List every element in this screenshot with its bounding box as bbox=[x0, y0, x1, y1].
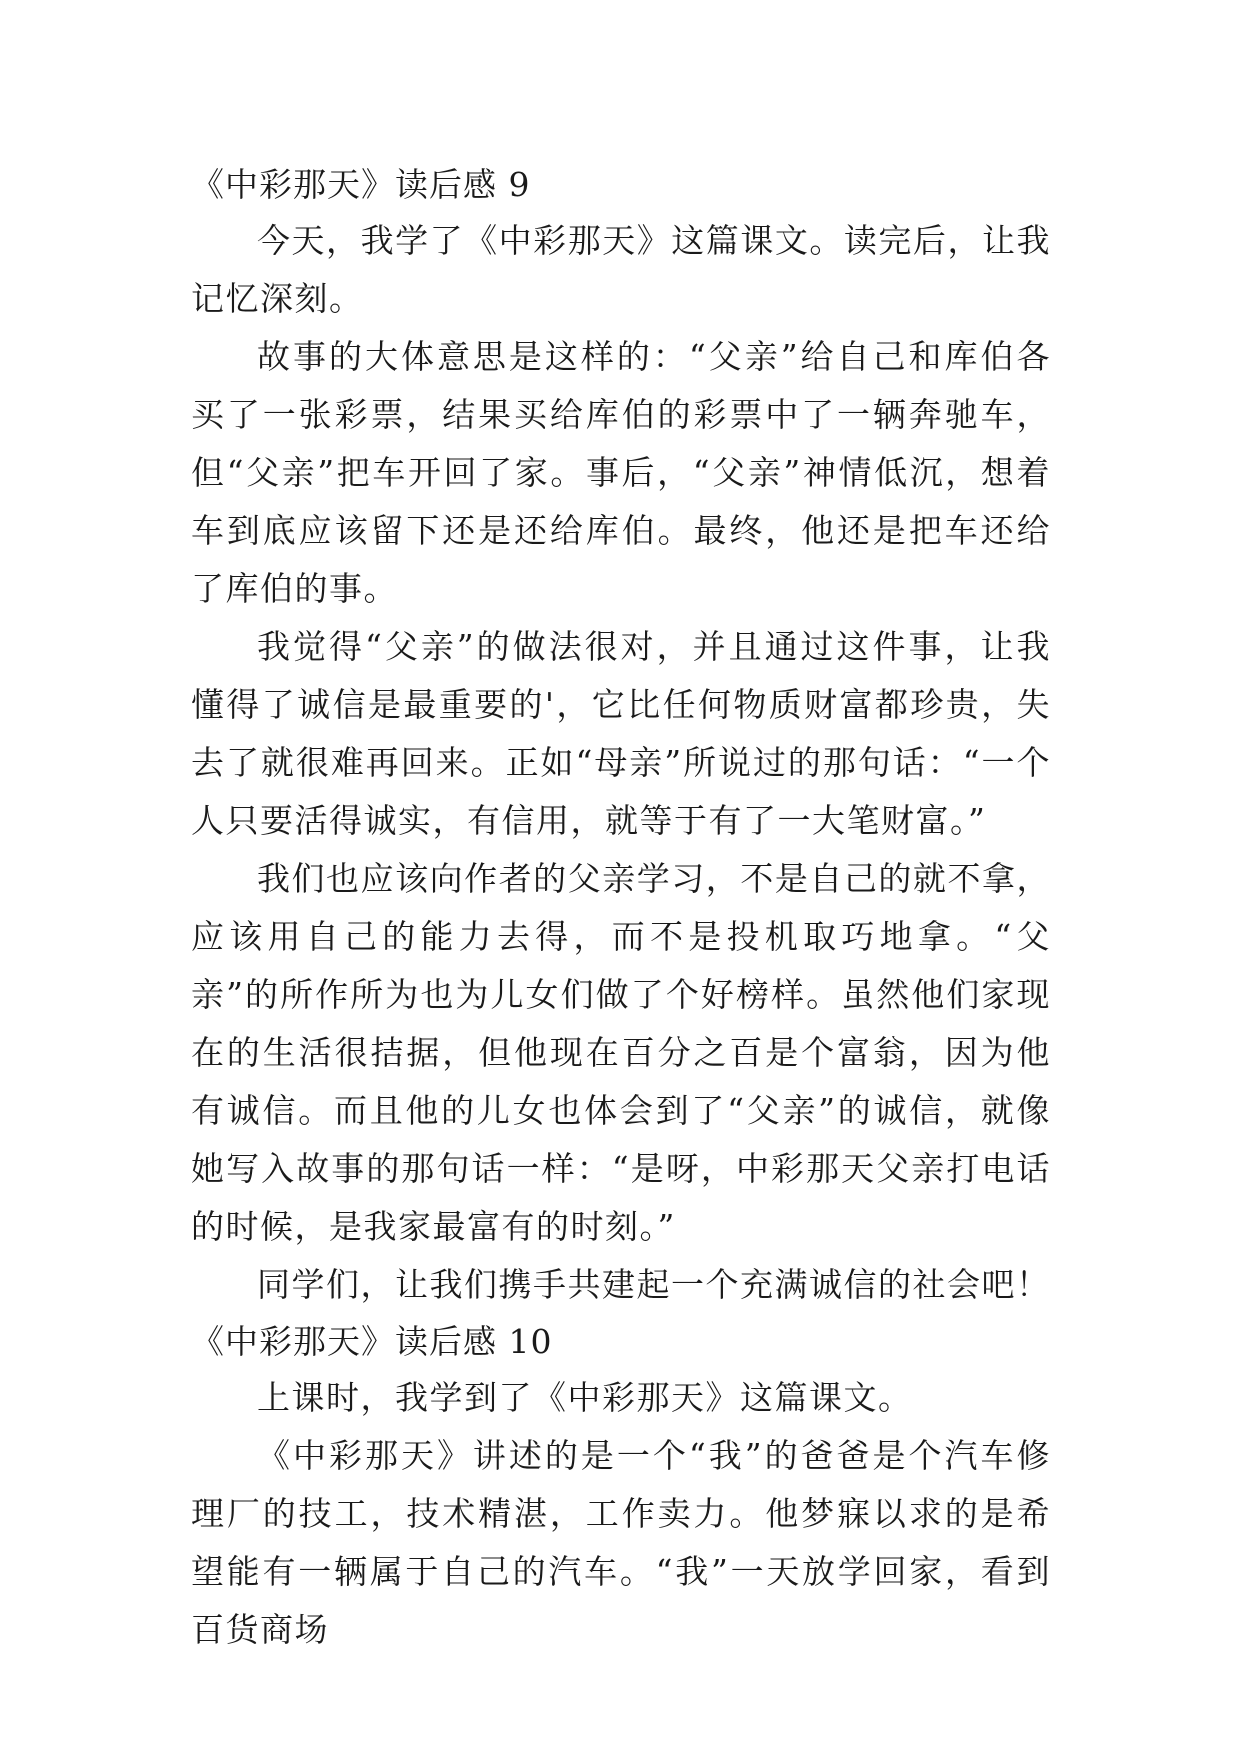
document-body bbox=[191, 157, 1051, 1659]
paragraph: 《中彩那天》讲述的是一个“我”的爸爸是个汽车修理厂的技工，技术精湛，工作卖力。他梦寐以求的是希望能有一辆属于自己的汽车。“我”一天放学回家，看到百货商场 bbox=[191, 1436, 1051, 1649]
paragraph: 故事的大体意思是这样的：“父亲”给自己和库伯各买了一张彩票，结果买给库伯的彩票中了一辆奔驰车，但“父亲”把车开回了家。事后，“父亲”神情低沉，想着车到底应该留下还是还给库伯。最终，他还是把车还给了库伯的事。 bbox=[191, 337, 1051, 608]
section-title: 《中彩那天》读后感 9 bbox=[191, 165, 531, 204]
essay-section-10 bbox=[191, 1314, 1051, 1659]
paragraph: 同学们，让我们携手共建起一个充满诚信的社会吧！ bbox=[257, 1265, 1051, 1304]
paragraph: 上课时，我学到了《中彩那天》这篇课文。 bbox=[257, 1378, 913, 1417]
paragraph: 我觉得“父亲”的做法很对，并且通过这件事，让我懂得了诚信是最重要的'，它比任何物质财富都珍贵，失去了就很难再回来。正如“母亲”所说过的那句话：“一个人只要活得诚实，有信用，就等于有了一大笔财富。” bbox=[191, 627, 1051, 840]
section-title: 《中彩那天》读后感 10 bbox=[191, 1322, 553, 1361]
essay-section-9 bbox=[191, 157, 1051, 1314]
paragraph: 我们也应该向作者的父亲学习，不是自己的就不拿，应该用自己的能力去得，而不是投机取巧地拿。“父亲”的所作所为也为儿女们做了个好榜样。虽然他们家现在的生活很拮据，但他现在百分之百是个富翁，因为他有诚信。而且他的儿女也体会到了“父亲”的诚信，就像她写入故事的那句话一样：“是呀，中彩那天父亲打电话的时候，是我家最富有的时刻。” bbox=[191, 859, 1051, 1246]
paragraph: 今天，我学了《中彩那天》这篇课文。读完后，让我记忆深刻。 bbox=[191, 221, 1051, 318]
